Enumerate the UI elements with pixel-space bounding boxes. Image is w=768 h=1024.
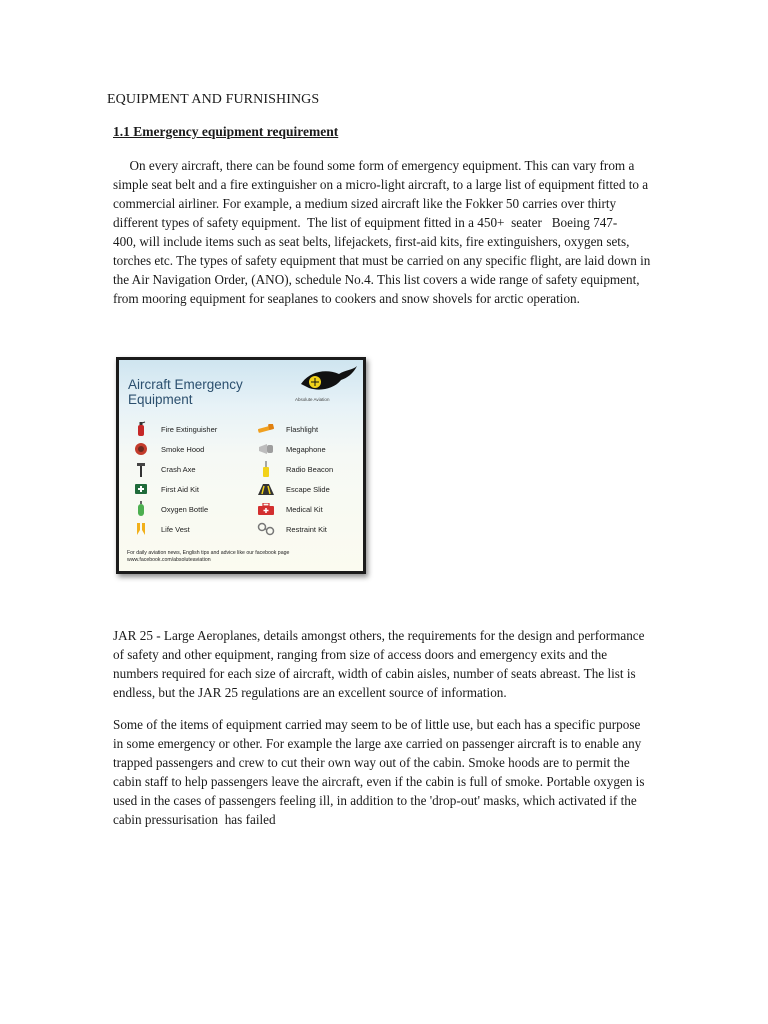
list-item [131, 460, 359, 478]
equipment-purpose-paragraph [113, 715, 679, 829]
list-item [131, 420, 359, 438]
equipment-label: Megaphone [286, 444, 326, 454]
logo-mark-icon [295, 364, 359, 396]
logo-text: Absolute Aviation [295, 397, 330, 402]
list-item [131, 500, 359, 518]
paragraph-line: cabin pressurisation has failed [113, 812, 276, 827]
footer-line: For daily aviation news, English tips and advice like our facebook page [127, 550, 290, 556]
infographic-footer [127, 550, 357, 563]
intro-paragraph [113, 156, 679, 308]
crash-axe-icon [131, 461, 151, 477]
life-vest-icon [131, 521, 151, 537]
infographic-title [128, 377, 268, 407]
paragraph-line: in some emergency or other. For example the large axe carried on passenger aircraft is to enable any [113, 736, 642, 751]
equipment-label: Escape Slide [286, 484, 330, 494]
absolute-aviation-logo [295, 364, 359, 402]
paragraph-line: JAR 25 - Large Aeroplanes, details amongst others, the requirements for the design and performance [113, 628, 645, 643]
paragraph-line: numbers required for each size of aircraft, width of cabin aisles, number of seats abreast. The list is [113, 666, 636, 681]
equipment-label: Fire Extinguisher [161, 424, 218, 434]
paragraph-line: from mooring equipment for seaplanes to cookers and snow shovels for arctic operation. [113, 291, 580, 306]
paragraph-line: simple seat belt and a fire extinguisher on a micro-light aircraft, to a large list of equipment fitted to a [113, 177, 649, 192]
paragraph-line: 400, will include items such as seat belts, lifejackets, first-aid kits, fire extinguishers, oxygen sets, [113, 234, 630, 249]
infographic-title-line: Aircraft Emergency [128, 377, 243, 392]
equipment-label: Crash Axe [161, 464, 196, 474]
list-item [131, 480, 359, 498]
equipment-label: Medical Kit [286, 504, 323, 514]
equipment-label: Radio Beacon [286, 464, 334, 474]
escape-slide-icon [256, 481, 276, 497]
paragraph-line: torches etc. The types of safety equipment that must be carried on any specific flight, are laid down in [113, 253, 651, 268]
paragraph-line: trapped passengers and crew to cut their own way out of the cabin. Smoke hoods are to permit the [113, 755, 630, 770]
equipment-label: Smoke Hood [161, 444, 205, 454]
section-subheading: 1.1 Emergency equipment requirement [113, 124, 339, 139]
emergency-equipment-infographic [116, 357, 366, 574]
equipment-label: Life Vest [161, 524, 190, 534]
equipment-label: Restraint Kit [286, 524, 327, 534]
paragraph-line: commercial airliner. For example, a medium sized aircraft like the Fokker 50 carries over thirty [113, 196, 617, 211]
list-item [131, 520, 359, 538]
radio-beacon-icon [256, 461, 276, 477]
equipment-label: Flashlight [286, 424, 319, 434]
infographic-title-line: Equipment [128, 392, 193, 407]
paragraph-line: the Air Navigation Order, (ANO), schedule No.4. This list covers a wide range of safety equipment, [113, 272, 640, 287]
megaphone-icon [256, 441, 276, 457]
smoke-hood-icon [131, 441, 151, 457]
restraint-kit-icon [256, 521, 276, 537]
oxygen-bottle-icon [131, 501, 151, 517]
equipment-label: Oxygen Bottle [161, 504, 209, 514]
fire-extinguisher-icon [131, 421, 151, 437]
paragraph-line: On every aircraft, there can be found some form of emergency equipment. This can vary from a [113, 158, 635, 173]
paragraph-line: used in the cases of passengers feeling ill, in addition to the 'drop-out' masks, which activated if the [113, 793, 637, 808]
equipment-label: First Aid Kit [161, 484, 199, 494]
paragraph-line: different types of safety equipment. The list of equipment fitted in a 450+ seater Boeing 747- [113, 215, 618, 230]
paragraph-line: of safety and other equipment, ranging from size of access doors and emergency exits and the [113, 647, 608, 662]
footer-line: www.facebook.com/absoluteaviation [127, 556, 211, 563]
paragraph-line: endless, but the JAR 25 regulations are an excellent source of information. [113, 685, 507, 700]
first-aid-kit-icon [131, 481, 151, 497]
jar25-paragraph [113, 626, 679, 702]
flashlight-icon [256, 421, 276, 437]
page-heading: EQUIPMENT AND FURNISHINGS [107, 92, 320, 107]
paragraph-line: Some of the items of equipment carried may seem to be of little use, but each has a specific purpose [113, 717, 641, 732]
paragraph-line: cabin staff to help passengers leave the aircraft, even if the cabin is full of smoke. Portable oxygen is [113, 774, 645, 789]
medical-kit-icon [256, 501, 276, 517]
list-item [131, 440, 359, 458]
